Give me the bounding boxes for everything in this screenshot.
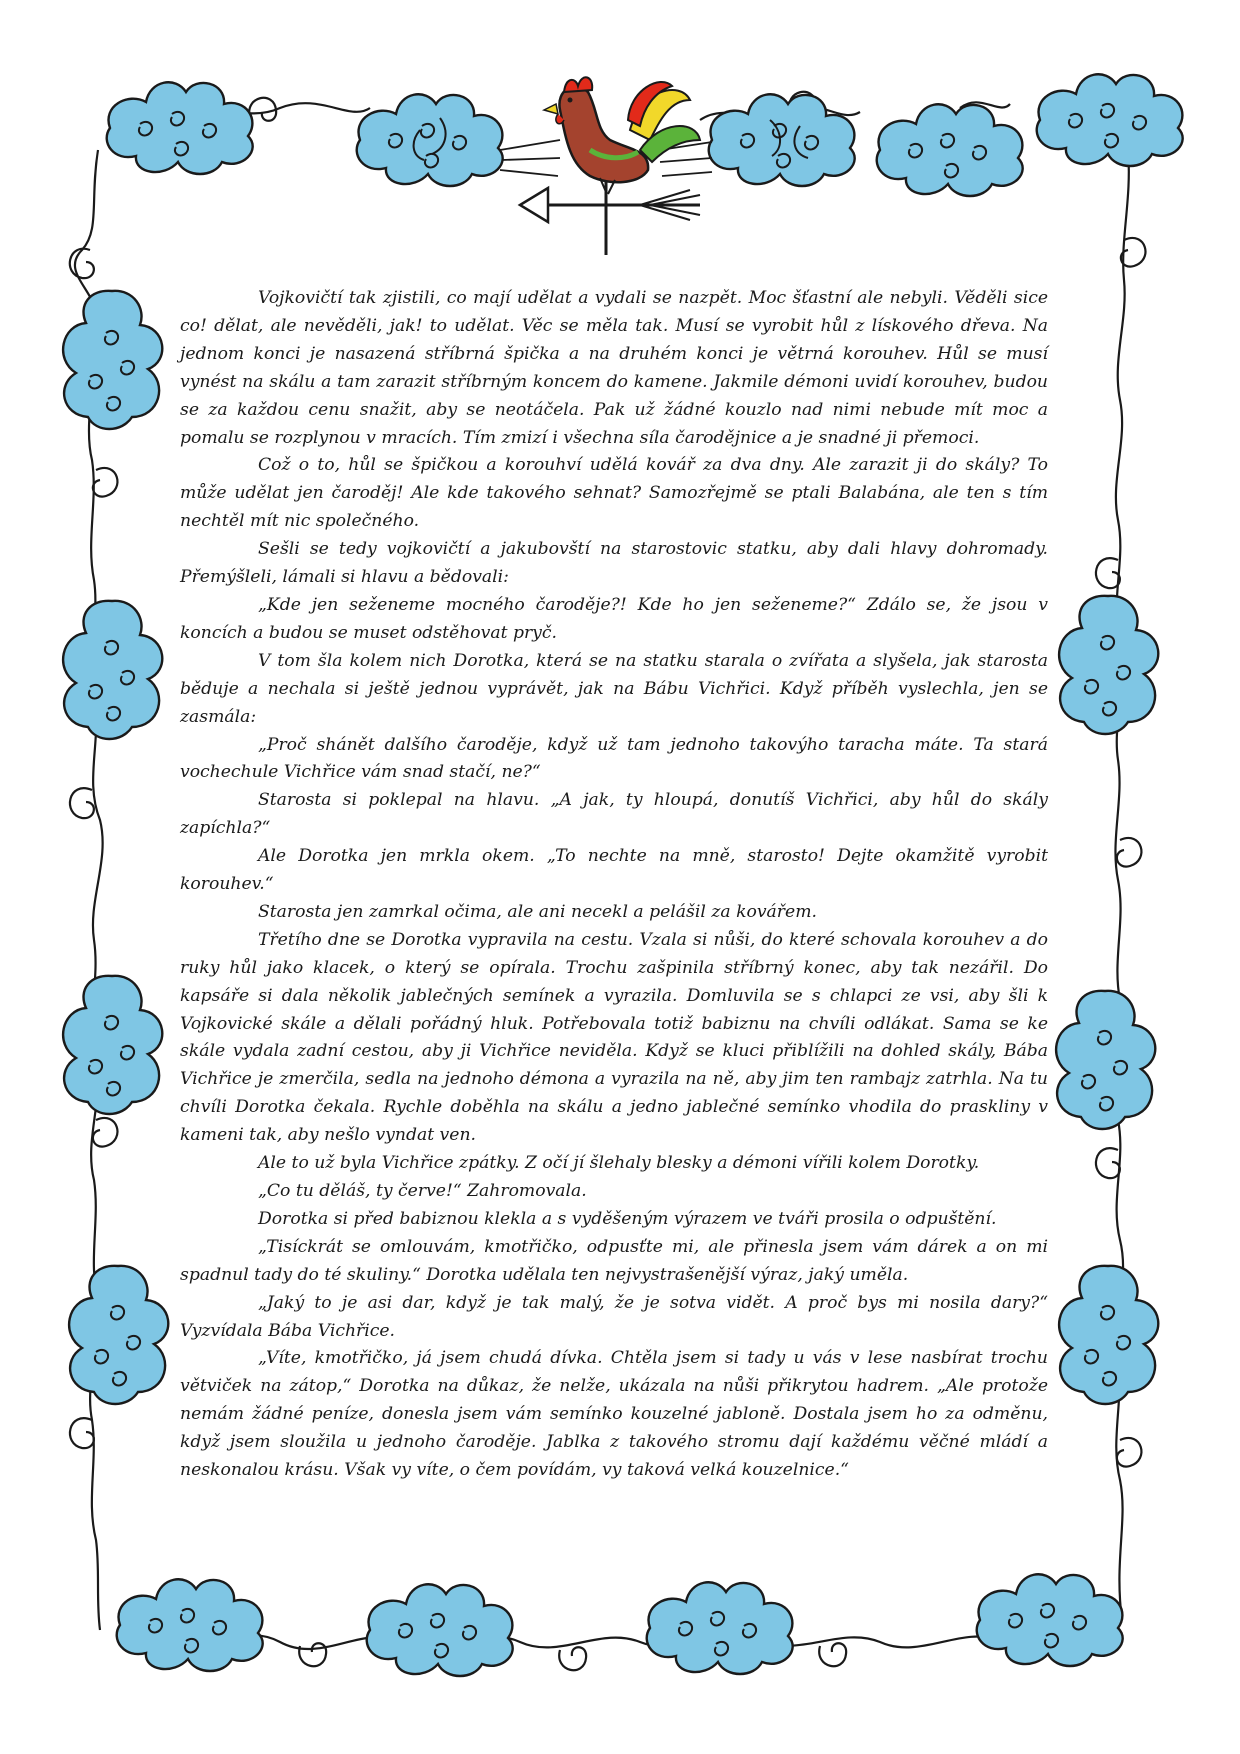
cloud-right-3	[1059, 1266, 1158, 1404]
story-paragraph: Sešli se tedy vojkovičtí a jakubovští na starostovic statku, aby dali hlavy dohromady. Přemýšleli, lámali si hlavu a bědovali:	[180, 539, 1048, 588]
story-paragraph: „Kde jen seženeme mocného čaroděje?! Kde ho jen seženeme?“ Zdálo se, že jsou v koncích a budou se muset odstěhovat pryč.	[180, 594, 1048, 643]
cloud-left-4	[69, 1266, 168, 1404]
cloud-bottom-3	[647, 1582, 793, 1674]
cloud-top-right	[1037, 74, 1183, 166]
cloud-bottom-1	[117, 1579, 263, 1671]
wind-cloud-left	[357, 94, 560, 186]
cloud-left-1	[63, 291, 162, 429]
story-paragraph: Což o to, hůl se špičkou a korouhví udělá kovář za dva dny. Ale zarazit ji do skály? To může udělat jen čaroděj! Ale kde takového sehnat? Samozřejmě se ptali Balabána, ale ten s tím nechtěl mít nic společného.	[180, 455, 1048, 532]
story-paragraph: „Co tu děláš, ty červe!“ Zahromovala.	[258, 1181, 587, 1201]
cloud-left-2	[63, 601, 162, 739]
cloud-top-right-inner	[877, 104, 1023, 196]
cloud-right-1	[1059, 596, 1158, 734]
cloud-left-3	[63, 976, 162, 1114]
story-paragraph: „Proč shánět dalšího čaroděje, když už tam jednoho takovýho taracha máte. Ta stará vochechule Vichřice vám snad stačí, ne?“	[180, 734, 1048, 783]
cloud-bottom-4	[977, 1574, 1123, 1666]
rooster-weathervane-icon	[520, 77, 700, 255]
story-paragraph: Vojkovičtí tak zjistili, co mají udělat a vydali se nazpět. Moc šťastní ale nebyli. Věděli sice co! dělat, ale nevěděli, jak! to udělat. Věc se měla tak. Musí se vyrobit hůl z lískového dřeva. Na jednom konci je nasazená stříbrná špička a na druhém konci je větrná korouhev. Hůl se musí vynést na skálu a tam zarazit stříbrným koncem do kamene. Jakmile démoni uvidí korouhev, budou se za každou cenu snažit, aby se neotáčela. Pak už žádné kouzlo nad nimi nebude mít moc a pomalu se rozplynou v mracích. Tím zmizí i všechna síla čarodějnice a je snadné ji přemoci.	[180, 288, 1048, 448]
story-paragraph: Dorotka si před babiznou klekla a s vyděšeným výrazem ve tváři prosila o odpuštění.	[258, 1208, 997, 1229]
story-paragraph: Starosta si poklepal na hlavu. „A jak, ty hloupá, donutíš Vichřici, aby hůl do skály zapíchla?“	[180, 790, 1048, 839]
cloud-bottom-2	[367, 1584, 513, 1676]
story-paragraph: Starosta jen zamrkal očima, ale ani necekl a pelášil za kovářem.	[258, 901, 817, 922]
cloud-right-2	[1056, 991, 1155, 1129]
story-paragraph: „Víte, kmotřičko, já jsem chudá dívka. Chtěla jsem si tady u vás v lese nasbírat trochu větviček na zátop,“ Dorotka na důkaz, že nelže, ukázala na nůši přikrytou hadrem. „Ale protože nemám žádné peníze, donesla jsem vám semínko kouzelné jabloně. Dostala jsem ho za odměnu, když jsem sloužila u jednoho čaroděje. Jablka z takového stromu dají každému věčné mládí a neskonalou krásu. Však vy víte, o čem povídám, vy taková velká kouzelnice.“	[180, 1348, 1048, 1481]
story-paragraph: V tom šla kolem nich Dorotka, která se na statku starala o zvířata a slyšela, jak starosta běduje a nechala si ještě jednou vyprávět, jak na Bábu Vichřici. Když příběh vyslechla, jen se zasmála:	[180, 650, 1048, 727]
story-paragraph: Ale Dorotka jen mrkla okem. „To nechte na mně, starosto! Dejte okamžitě vyrobit korouhev.“	[180, 846, 1048, 895]
story-paragraph: „Jaký to je asi dar, když je tak malý, že je sotva vidět. A proč bys mi nosila dary?“ Vyzvídala Bába Vichřice.	[180, 1292, 1048, 1341]
story-paragraph: „Tisíckrát se omlouvám, kmotřičko, odpusťte mi, ale přinesla jsem vám dárek a on mi spadnul tady do té skuliny.“ Dorotka udělala ten nejvystrašenější výraz, jaký uměla.	[180, 1236, 1048, 1285]
story-paragraph: Třetího dne se Dorotka vypravila na cestu. Vzala si nůši, do které schovala korouhev a do ruky hůl jako klacek, o který se opírala. Trochu zašpinila stříbrný konec, aby tak nezářil. Do kapsáře si dala několik jablečných semínek a vyrazila. Domluvila se s chlapci ze vsi, aby šli k Vojkovické skále a dělali pořádný hluk. Potřebovala totiž babiznu na chvíli odlákat. Sama se ke skále vydala zadní cestou, aby ji Vichřice neviděla. Když se kluci přiblížili na dohled skály, Bába Vichřice je zmerčila, sedla na jednoho démona a vyrazila na ně, aby jim ten rambajz zatrhla. Na tu chvíli Dorotka čekala. Rychle doběhla na skálu a jedno jablečné semínko vhodila do praskliny v kameni tak, aby nešlo vyndat ven.	[180, 929, 1048, 1146]
cloud-top-left	[107, 82, 253, 174]
story-paragraph: Ale to už byla Vichřice zpátky. Z očí jí šlehaly blesky a démoni vířili kolem Dorotky.	[258, 1153, 980, 1174]
story-text	[180, 285, 1048, 1485]
